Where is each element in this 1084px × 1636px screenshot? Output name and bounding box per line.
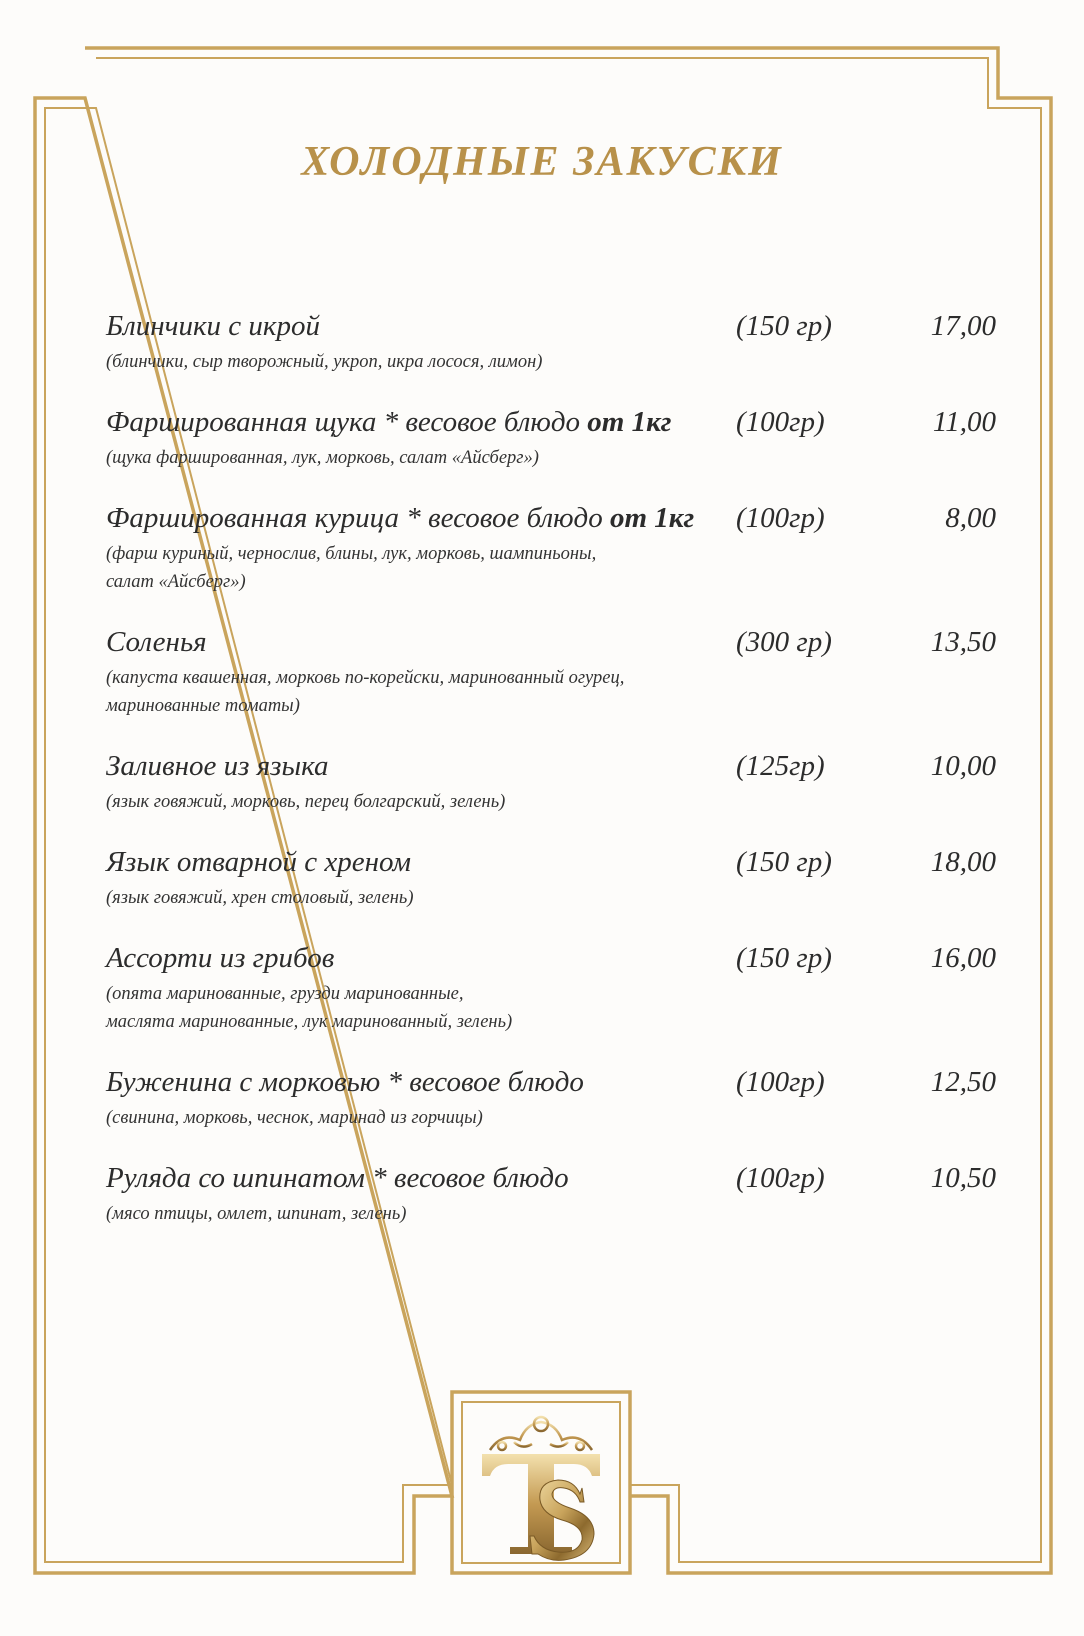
dish-description: (свинина, морковь, чеснок, маринад из горчицы) [106,1108,483,1128]
dish-price: 16,00 [930,942,996,974]
dish-description: (мясо птицы, омлет, шпинат, зелень) [106,1204,407,1224]
dish-name: Соленья [106,626,207,658]
dish-weight: (100гр) [736,502,825,534]
dish-price: 17,00 [930,310,996,342]
dish-weight: (100гр) [736,1162,825,1194]
dish-name: Фаршированная курица * весовое блюдо от 1кг [106,502,695,534]
dish-price: 11,00 [932,406,996,438]
dish-name: Фаршированная щука * весовое блюдо от 1кг [106,406,672,438]
dish-weight: (150 гр) [736,310,832,342]
dish-name: Блинчики с икрой [106,310,320,342]
dish-name: Буженина с морковью * весовое блюдо [106,1066,584,1098]
dish-description: (фарш куриный, чернослив, блины, лук, морковь, шампиньоны, салат «Айсберг») [106,544,597,592]
dish-name: Заливное из языка [106,750,329,782]
dish-description: (капуста квашенная, морковь по-корейски, маринованный огурец, маринованные томаты) [106,668,625,716]
dish-price: 13,50 [930,626,996,658]
dish-price: 18,00 [930,846,996,878]
dish-price: 12,50 [930,1066,996,1098]
dish-price: 10,50 [930,1162,996,1194]
dish-description: (блинчики, сыр творожный, укроп, икра лосося, лимон) [106,352,543,372]
dish-description: (язык говяжий, морковь, перец болгарский, зелень) [106,792,506,812]
dish-price: 10,00 [930,750,996,782]
dish-description: (язык говяжий, хрен столовый, зелень) [106,888,414,908]
dish-weight: (100гр) [736,1066,825,1098]
dish-description: (щука фаршированная, лук, морковь, салат «Айсберг») [106,448,539,468]
dish-weight: (300 гр) [736,626,832,658]
dish-weight: (150 гр) [736,846,832,878]
dish-weight: (125гр) [736,750,825,782]
page-title: ХОЛОДНЫЕ ЗАКУСКИ [301,139,783,185]
dish-price: 8,00 [945,502,996,534]
dish-description: (опята маринованные, грузди маринованные, маслята маринованные, лук маринованный, зелень) [106,984,513,1032]
dish-weight: (100гр) [736,406,825,438]
dish-name: Язык отварной с хреном [106,846,411,878]
dish-weight: (150 гр) [736,942,832,974]
dish-name: Ассорти из грибов [106,942,335,974]
dish-name: Руляда со шпинатом * весовое блюдо [106,1162,569,1194]
